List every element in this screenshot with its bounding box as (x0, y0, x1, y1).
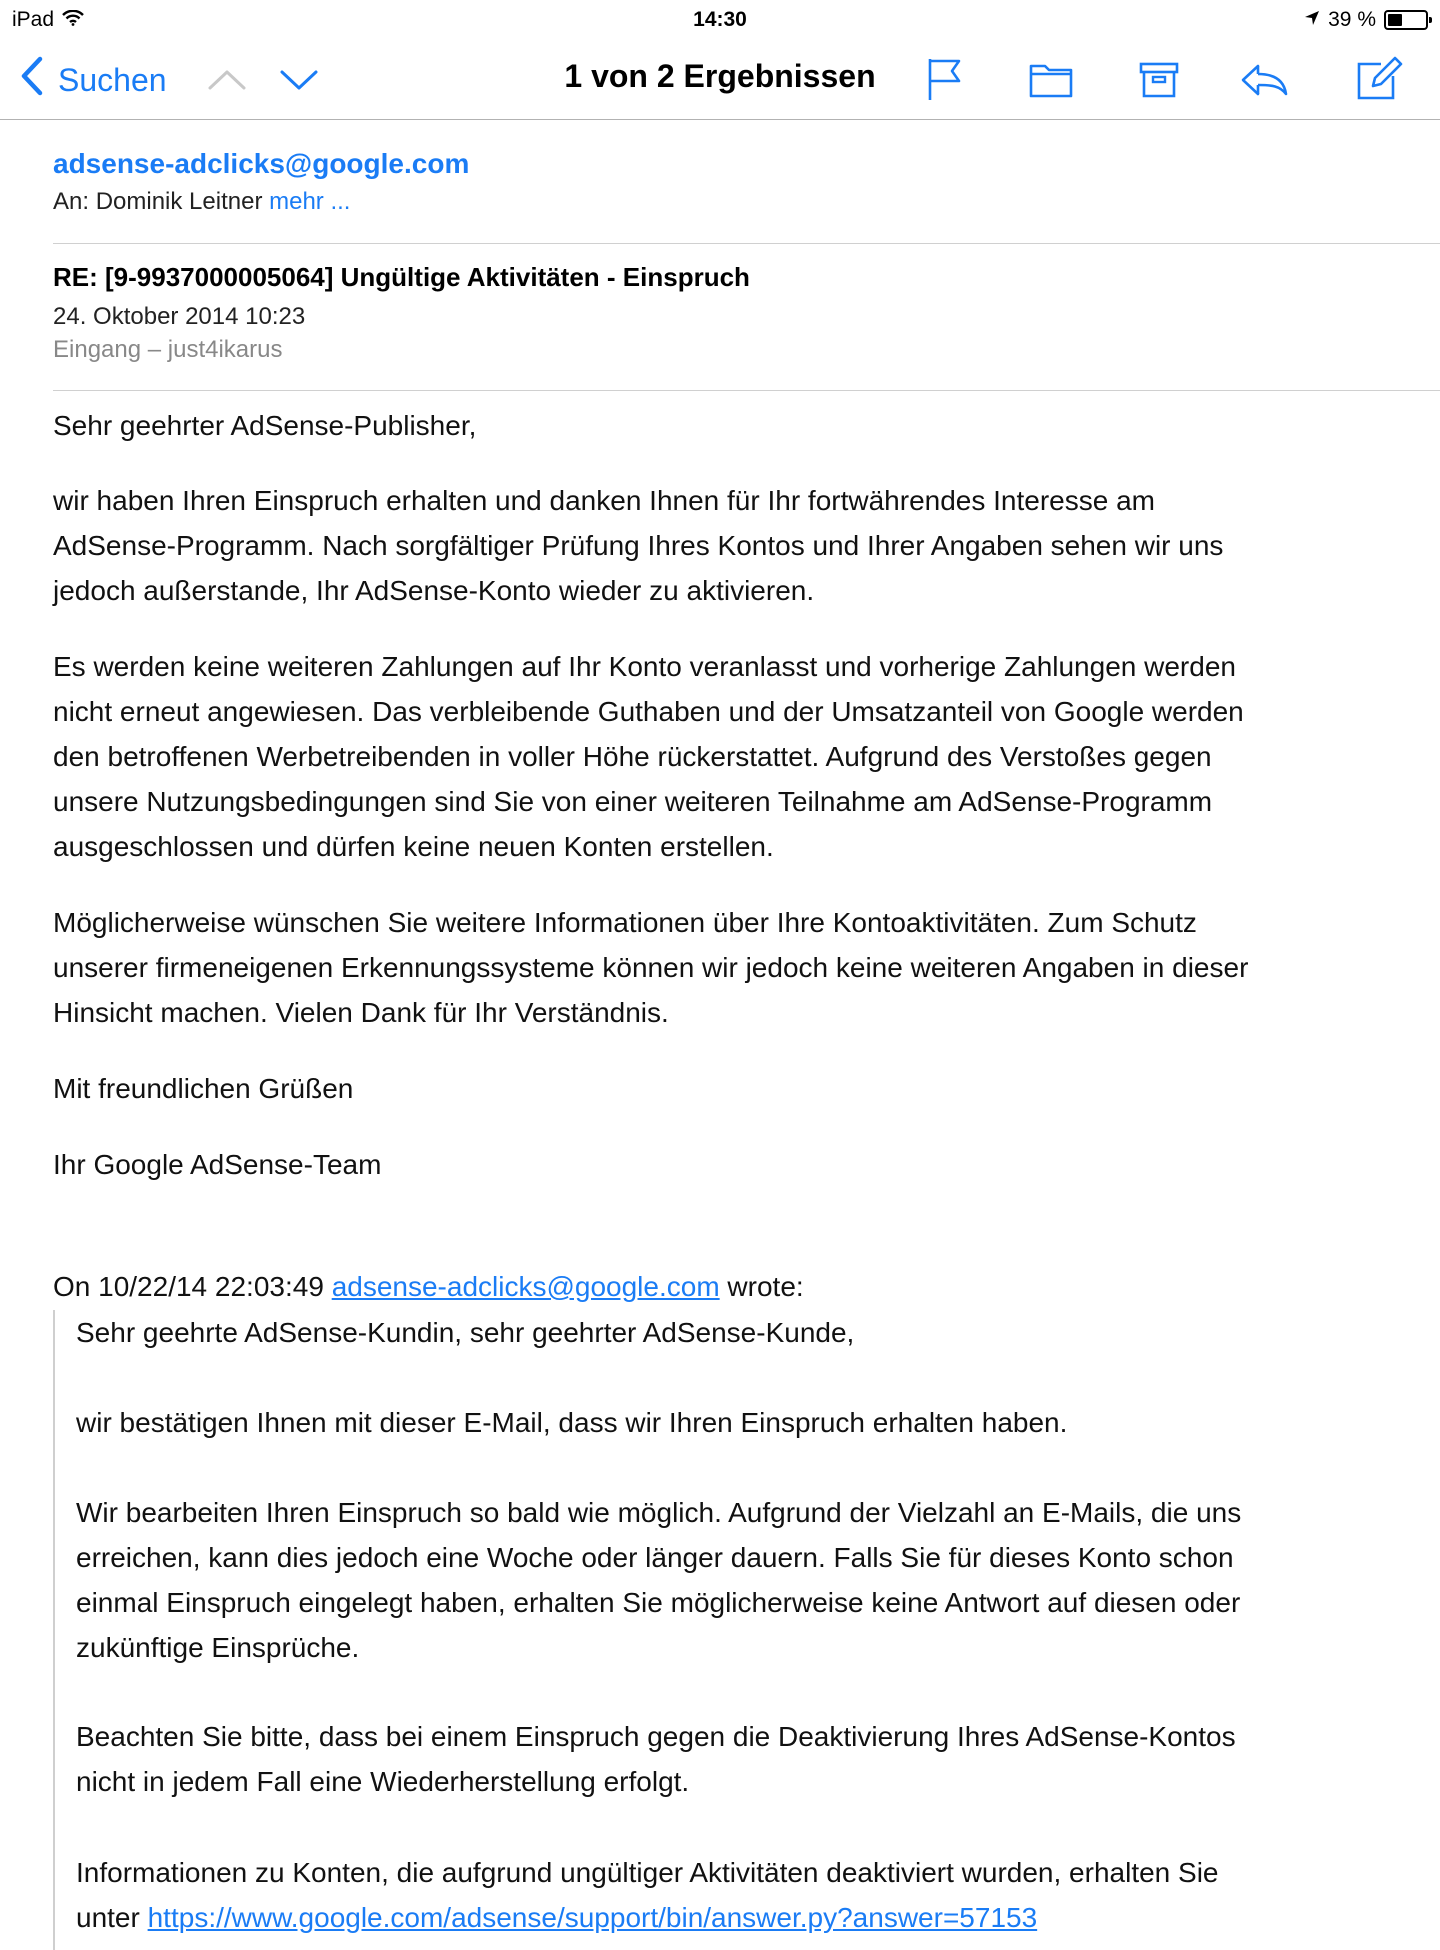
quote-intro (53, 1264, 804, 1309)
recipient-name[interactable]: Dominik Leitner (95, 188, 263, 215)
status-right (1304, 8, 1428, 32)
paragraph-line: jedoch außerstande, Ihr AdSense-Konto wieder zu aktivieren. (53, 575, 815, 606)
to-prefix: An: (53, 188, 90, 215)
quote-line: wir bestätigen Ihnen mit dieser E-Mail, dass wir Ihren Einspruch erhalten haben. (76, 1407, 1068, 1438)
paragraph-line: nicht erneut angewiesen. Das verbleibende Guthaben und der Umsatzanteil von Google werden (53, 696, 1244, 727)
flag-icon[interactable] (925, 54, 965, 109)
quote-paragraph-1 (76, 1400, 1396, 1445)
mailbox-label: Eingang – just4ikarus (53, 336, 283, 363)
paragraph-line: AdSense-Programm. Nach sorgfältiger Prüfung Ihres Kontos und Ihrer Angaben sehen wir uns (53, 530, 1224, 561)
paragraph-line: ausgeschlossen und dürfen keine neuen Konten erstellen. (53, 831, 774, 862)
sender-address[interactable]: adsense-adclicks@google.com (53, 148, 470, 179)
recipient-line (53, 188, 350, 216)
quote-line (76, 1895, 1396, 1940)
battery-percent: 39 % (1328, 8, 1376, 31)
message-subject: RE: [9-9937000005064] Ungültige Aktivitäten - Einspruch (53, 262, 750, 292)
quote-line: Wir bearbeiten Ihren Einspruch so bald wie möglich. Aufgrund der Vielzahl an E-Mails, die uns (76, 1497, 1242, 1528)
quote-bar (53, 1310, 55, 1950)
quote-line: Beachten Sie bitte, dass bei einem Einspruch gegen die Deaktivierung Ihres AdSense-Kontos (76, 1721, 1236, 1752)
body-signature (53, 1142, 1393, 1187)
quote-line-prefix: unter (76, 1902, 140, 1933)
quote-paragraph-4 (76, 1850, 1396, 1940)
body-paragraph-2 (53, 644, 1393, 869)
device-name: iPad (12, 8, 55, 31)
quote-paragraph-3 (76, 1714, 1396, 1804)
paragraph-line: wir haben Ihren Einspruch erhalten und danken Ihnen für Ihr fortwährendes Interesse am (53, 485, 1155, 516)
quote-line: einmal Einspruch eingelegt haben, erhalten Sie möglicherweise keine Antwort auf diesen oder (76, 1587, 1241, 1618)
battery-icon (1384, 10, 1428, 30)
result-counter: 1 von 2 Ergebnissen (564, 58, 876, 94)
paragraph-line: den betroffenen Werbetreibenden in voller Höhe rückerstattet. Aufgrund des Verstoßes gegen (53, 741, 1212, 772)
body-closing (53, 1066, 1393, 1111)
body-paragraph-3 (53, 900, 1393, 1035)
header-divider (53, 243, 1440, 244)
paragraph-line: unsere Nutzungsbedingungen sind Sie von einer weiteren Teilnahme am AdSense-Programm (53, 786, 1213, 817)
quote-line: Sehr geehrte AdSense-Kundin, sehr geehrter AdSense-Kunde, (76, 1317, 855, 1348)
navigation-bar (0, 40, 1440, 120)
greeting-line: Sehr geehrter AdSense-Publisher, (53, 410, 477, 441)
body-divider (53, 390, 1440, 391)
quote-line: erreichen, kann dies jedoch eine Woche oder länger dauern. Falls Sie für dieses Konto schon (76, 1542, 1234, 1573)
paragraph-line: unserer firmeneigenen Erkennungssysteme können wir jedoch keine weiteren Angaben in dieser (53, 952, 1249, 983)
paragraph-line: Hinsicht machen. Vielen Dank für Ihr Verständnis. (53, 997, 669, 1028)
compose-icon[interactable] (1355, 54, 1405, 109)
battery-fill (1388, 14, 1402, 26)
paragraph-line: Es werden keine weiteren Zahlungen auf Ihr Konto veranlasst und vorherige Zahlungen werden (53, 651, 1236, 682)
signature-line: Ihr Google AdSense-Team (53, 1149, 382, 1180)
quote-sender-link[interactable]: adsense-adclicks@google.com (331, 1271, 720, 1302)
paragraph-line: Möglicherweise wünschen Sie weitere Informationen über Ihre Kontoaktivitäten. Zum Schutz (53, 907, 1197, 938)
quote-intro-suffix: wrote: (727, 1271, 804, 1302)
quote-paragraph-2 (76, 1490, 1396, 1670)
folder-icon[interactable] (1029, 54, 1073, 109)
closing-line: Mit freundlichen Grüßen (53, 1073, 354, 1104)
reply-icon[interactable] (1240, 54, 1290, 109)
body-greeting (53, 403, 1393, 448)
status-bar (0, 0, 1440, 40)
location-arrow-icon (1304, 8, 1320, 32)
quote-greeting (76, 1310, 1396, 1355)
body-paragraph-1 (53, 478, 1393, 613)
message-date: 24. Oktober 2014 10:23 (53, 303, 306, 330)
more-link[interactable]: mehr ... (269, 188, 351, 215)
quote-line: zukünftige Einsprüche. (76, 1632, 360, 1663)
archive-icon[interactable] (1138, 54, 1180, 109)
quote-line: nicht in jedem Fall eine Wiederherstellung erfolgt. (76, 1766, 690, 1797)
status-time: 14:30 (693, 8, 747, 31)
back-label: Suchen (58, 61, 167, 98)
quote-intro-date: On 10/22/14 22:03:49 (53, 1271, 324, 1302)
quote-line: Informationen zu Konten, die aufgrund ungültiger Aktivitäten deaktiviert wurden, erhalten Sie (76, 1857, 1219, 1888)
support-link[interactable]: https://www.google.com/adsense/support/bin/answer.py?answer=57153 (147, 1902, 1038, 1933)
page-title (0, 58, 1440, 95)
